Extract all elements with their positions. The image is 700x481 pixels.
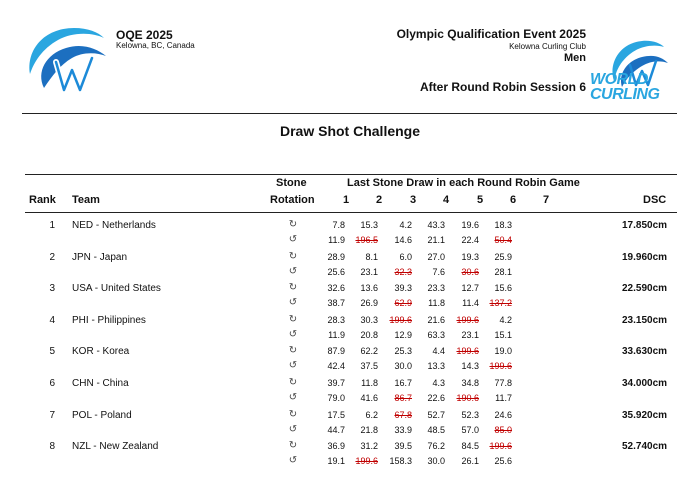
- draw-distance: 19.0: [494, 346, 512, 357]
- team-name: JPN - Japan: [72, 251, 128, 263]
- draw-distance: 4.3: [432, 378, 445, 388]
- dsc-header: DSC: [643, 194, 667, 206]
- header-rule: [25, 212, 677, 213]
- team-rank: 1: [49, 220, 55, 231]
- draw-distance: 4.4: [432, 346, 445, 357]
- team-name: NED - Netherlands: [72, 220, 156, 231]
- draw-distance: 33.9: [394, 424, 412, 435]
- game-header-5: 5: [476, 194, 484, 206]
- team-rank: 8: [49, 441, 55, 453]
- draw-distance: 28.1: [494, 266, 512, 277]
- draw-distance: 62.9: [394, 298, 412, 309]
- team-rank: 5: [49, 346, 55, 358]
- draw-distance: 199.6: [489, 441, 512, 452]
- game-header-2: 2: [375, 194, 383, 206]
- draw-distance: 25.9: [494, 251, 512, 262]
- draw-distance: 39.5: [394, 441, 412, 452]
- team-rank: 4: [49, 314, 55, 326]
- draw-distance: 26.9: [360, 298, 378, 309]
- draw-distance: 31.2: [360, 441, 378, 452]
- game-header-1: 1: [342, 194, 350, 206]
- draw-distance: 190.6: [456, 393, 479, 403]
- team-dsc: 23.150cm: [622, 314, 668, 326]
- draw-distance: 39.3: [394, 283, 412, 294]
- draw-distance: 84.5: [461, 441, 479, 452]
- draw-distance: 34.8: [461, 378, 479, 388]
- draw-distance: 76.2: [427, 441, 445, 452]
- game-header-3: 3: [409, 194, 417, 206]
- event-club: Kelowna Curling Club: [509, 42, 586, 51]
- rotation-header: Rotation: [270, 194, 315, 206]
- draw-distance: 37.5: [360, 361, 378, 372]
- draw-distance: 87.9: [327, 346, 345, 357]
- draw-distance: 4.2: [399, 220, 412, 230]
- draw-distance: 19.6: [461, 220, 479, 230]
- draw-shot-table: [25, 174, 677, 475]
- draw-distance: 11.8: [428, 298, 445, 309]
- clockwise-rotation-icon: ↻: [288, 282, 298, 294]
- draw-distance: 137.2: [489, 298, 512, 309]
- counter-clockwise-rotation-icon: ↺: [288, 360, 298, 372]
- draw-distance: 24.6: [494, 409, 512, 420]
- game-header-7: 7: [542, 194, 550, 206]
- draw-distance: 25.3: [394, 346, 412, 357]
- draw-distance: 48.5: [427, 424, 445, 435]
- draw-distance: 7.6: [432, 266, 445, 277]
- draw-distance: 20.8: [360, 329, 378, 340]
- counter-clockwise-rotation-icon: ↺: [288, 265, 298, 277]
- draw-distance: 28.3: [327, 314, 345, 325]
- draw-distance: 199.6: [456, 314, 479, 325]
- counter-clockwise-rotation-icon: ↺: [288, 392, 298, 403]
- draw-distance: 14.3: [461, 361, 479, 372]
- draw-distance: 11.4: [462, 298, 479, 309]
- oqe-logo-icon: [22, 22, 112, 97]
- draw-distance: 85.0: [494, 424, 512, 435]
- world-curling-wordmark: WORLD CURLING: [590, 71, 660, 103]
- team-dsc: 34.000cm: [622, 378, 668, 389]
- last-stone-header: Last Stone Draw in each Round Robin Game: [347, 177, 580, 189]
- clockwise-rotation-icon: ↻: [288, 377, 298, 388]
- draw-distance: 32.3: [394, 266, 412, 277]
- draw-distance: 158.3: [389, 456, 412, 467]
- draw-distance: 15.1: [494, 329, 512, 340]
- draw-distance: 23.3: [427, 283, 445, 294]
- counter-clockwise-rotation-icon: ↺: [288, 423, 298, 435]
- rank-header: Rank: [29, 194, 56, 206]
- event-name: OQE 2025: [116, 28, 173, 42]
- draw-distance: 43.3: [427, 220, 445, 230]
- stone-header: Stone: [276, 177, 307, 189]
- draw-distance: 199.6: [355, 456, 378, 467]
- draw-distance: 6.0: [399, 251, 412, 262]
- clockwise-rotation-icon: ↻: [288, 408, 298, 420]
- draw-distance: 42.4: [327, 361, 345, 372]
- draw-distance: 14.6: [394, 235, 412, 245]
- team-name: PHI - Philippines: [72, 314, 146, 326]
- draw-distance: 199.6: [489, 361, 512, 372]
- draw-distance: 41.6: [360, 393, 378, 403]
- draw-distance: 27.0: [427, 251, 445, 262]
- draw-distance: 79.0: [327, 393, 345, 403]
- event-category: Men: [564, 52, 586, 64]
- draw-distance: 30.0: [427, 456, 445, 467]
- draw-distance: 52.3: [461, 409, 479, 420]
- draw-distance: 6.2: [365, 409, 378, 420]
- team-name: CHN - China: [72, 378, 129, 389]
- event-title: Olympic Qualification Event 2025: [396, 27, 586, 41]
- team-dsc: 33.630cm: [622, 346, 668, 358]
- counter-clockwise-rotation-icon: ↺: [288, 234, 298, 245]
- counter-clockwise-rotation-icon: ↺: [288, 455, 298, 467]
- game-header-4: 4: [442, 194, 450, 206]
- draw-distance: 12.7: [461, 283, 479, 294]
- draw-distance: 18.3: [494, 220, 512, 230]
- draw-distance: 38.7: [327, 298, 345, 309]
- draw-distance: 86.7: [394, 393, 412, 403]
- draw-distance: 21.8: [360, 424, 378, 435]
- draw-distance: 7.8: [332, 220, 345, 230]
- draw-distance: 39.7: [327, 378, 345, 388]
- draw-distance: 22.6: [427, 393, 445, 403]
- draw-distance: 21.1: [427, 235, 445, 245]
- draw-distance: 26.1: [461, 456, 479, 467]
- draw-distance: 52.7: [427, 409, 445, 420]
- draw-distance: 196.5: [355, 235, 378, 245]
- game-header-6: 6: [509, 194, 517, 206]
- draw-distance: 57.0: [461, 424, 479, 435]
- draw-distance: 30.0: [394, 361, 412, 372]
- clockwise-rotation-icon: ↻: [288, 250, 298, 262]
- team-name: NZL - New Zealand: [72, 441, 159, 453]
- team-dsc: 35.920cm: [622, 409, 668, 421]
- draw-distance: 19.3: [461, 251, 479, 262]
- team-name: KOR - Korea: [72, 346, 130, 358]
- page-title: Draw Shot Challenge: [279, 123, 421, 139]
- session-label: After Round Robin Session 6: [419, 80, 586, 94]
- draw-distance: 11.8: [361, 378, 378, 388]
- team-header: Team: [72, 194, 100, 206]
- draw-distance: 15.3: [360, 220, 378, 230]
- draw-distance: 199.6: [456, 346, 479, 357]
- team-name: USA - United States: [72, 283, 161, 295]
- draw-distance: 21.6: [427, 314, 445, 325]
- draw-distance: 16.7: [394, 378, 412, 388]
- draw-distance: 12.9: [394, 329, 412, 340]
- event-location: Kelowna, BC, Canada: [116, 41, 195, 50]
- draw-distance: 32.6: [327, 283, 345, 294]
- draw-distance: 25.6: [327, 266, 345, 277]
- team-rank: 6: [49, 378, 55, 389]
- draw-distance: 30.3: [360, 314, 378, 325]
- draw-distance: 77.8: [494, 378, 512, 388]
- draw-distance: 17.5: [327, 409, 345, 420]
- team-dsc: 19.960cm: [622, 251, 668, 263]
- draw-distance: 4.2: [499, 314, 512, 325]
- event-header: [397, 27, 586, 64]
- team-dsc: 52.740cm: [622, 441, 668, 453]
- draw-distance: 36.9: [327, 441, 345, 452]
- clockwise-rotation-icon: ↻: [288, 219, 298, 230]
- counter-clockwise-rotation-icon: ↺: [288, 328, 298, 340]
- draw-distance: 25.6: [494, 456, 512, 467]
- draw-distance: 11.9: [328, 235, 345, 245]
- draw-distance: 19.1: [327, 456, 345, 467]
- draw-distance: 67.8: [394, 409, 412, 420]
- clockwise-rotation-icon: ↻: [288, 345, 298, 357]
- draw-distance: 199.6: [389, 314, 412, 325]
- draw-distance: 11.7: [495, 393, 512, 403]
- draw-distance: 44.7: [327, 424, 345, 435]
- counter-clockwise-rotation-icon: ↺: [288, 297, 298, 309]
- header-divider: [22, 113, 677, 114]
- draw-distance: 8.1: [365, 251, 378, 262]
- draw-distance: 62.2: [360, 346, 378, 357]
- draw-distance: 28.9: [327, 251, 345, 262]
- draw-distance: 11.9: [328, 329, 345, 340]
- draw-distance: 63.3: [427, 329, 445, 340]
- team-rank: 3: [49, 283, 55, 295]
- draw-distance: 23.1: [461, 329, 479, 340]
- team-rank: 7: [49, 409, 55, 421]
- draw-distance: 23.1: [360, 266, 378, 277]
- draw-distance: 50.4: [494, 235, 512, 245]
- team-name: POL - Poland: [72, 409, 132, 421]
- draw-distance: 13.3: [427, 361, 445, 372]
- team-dsc: 17.850cm: [622, 220, 668, 231]
- team-rank: 2: [49, 251, 55, 263]
- clockwise-rotation-icon: ↻: [288, 313, 298, 325]
- draw-distance: 15.6: [494, 283, 512, 294]
- clockwise-rotation-icon: ↻: [288, 440, 298, 452]
- draw-distance: 30.6: [461, 266, 479, 277]
- draw-distance: 13.6: [360, 283, 378, 294]
- draw-distance: 22.4: [461, 235, 479, 245]
- team-dsc: 22.590cm: [622, 283, 668, 295]
